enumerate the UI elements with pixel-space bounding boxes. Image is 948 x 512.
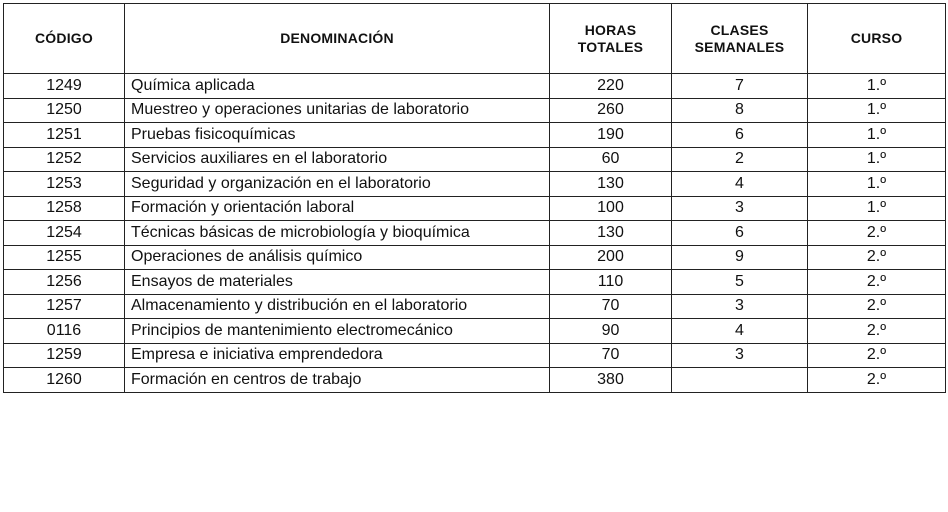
- cell-denominacion: Muestreo y operaciones unitarias de laboratorio: [125, 98, 550, 123]
- cell-horas: 70: [550, 294, 672, 319]
- table-row: [4, 221, 946, 246]
- cell-horas: 60: [550, 147, 672, 172]
- cell-clases: 6: [672, 123, 808, 148]
- cell-codigo: 1258: [4, 196, 125, 221]
- table-row: [4, 123, 946, 148]
- header-codigo-label: CÓDIGO: [35, 30, 93, 46]
- header-curso: [808, 4, 946, 74]
- header-row: [4, 4, 946, 74]
- cell-clases: 4: [672, 319, 808, 344]
- cell-clases: 9: [672, 245, 808, 270]
- modules-table: [3, 3, 946, 393]
- cell-curso: 2.º: [808, 270, 946, 295]
- cell-denominacion: Principios de mantenimiento electromecánico: [125, 319, 550, 344]
- cell-curso: 1.º: [808, 172, 946, 197]
- cell-clases: 2: [672, 147, 808, 172]
- table-row: [4, 147, 946, 172]
- cell-codigo: 1260: [4, 368, 125, 393]
- header-horas-line2: TOTALES: [577, 38, 644, 55]
- table-row: [4, 343, 946, 368]
- table-row: [4, 294, 946, 319]
- cell-curso: 1.º: [808, 123, 946, 148]
- cell-horas: 200: [550, 245, 672, 270]
- cell-codigo: 1249: [4, 74, 125, 99]
- cell-curso: 2.º: [808, 245, 946, 270]
- header-clases-line1: CLASES: [710, 21, 769, 38]
- cell-horas: 190: [550, 123, 672, 148]
- table-row: [4, 368, 946, 393]
- table-row: [4, 74, 946, 99]
- cell-curso: 2.º: [808, 221, 946, 246]
- cell-codigo: 1255: [4, 245, 125, 270]
- cell-horas: 90: [550, 319, 672, 344]
- cell-clases: 7: [672, 74, 808, 99]
- cell-horas: 260: [550, 98, 672, 123]
- cell-curso: 1.º: [808, 74, 946, 99]
- cell-denominacion: Servicios auxiliares en el laboratorio: [125, 147, 550, 172]
- cell-denominacion: Operaciones de análisis químico: [125, 245, 550, 270]
- cell-codigo: 1254: [4, 221, 125, 246]
- header-clases-line2: SEMANALES: [694, 38, 785, 55]
- cell-horas: 380: [550, 368, 672, 393]
- cell-curso: 1.º: [808, 98, 946, 123]
- table-row: [4, 270, 946, 295]
- header-horas-line1: HORAS: [584, 21, 637, 38]
- cell-denominacion: Almacenamiento y distribución en el laboratorio: [125, 294, 550, 319]
- table-body: [4, 74, 946, 393]
- cell-codigo: 1257: [4, 294, 125, 319]
- cell-codigo: 1253: [4, 172, 125, 197]
- cell-horas: 110: [550, 270, 672, 295]
- cell-clases: 6: [672, 221, 808, 246]
- cell-denominacion: Ensayos de materiales: [125, 270, 550, 295]
- cell-codigo: 1256: [4, 270, 125, 295]
- cell-curso: 2.º: [808, 368, 946, 393]
- cell-horas: 70: [550, 343, 672, 368]
- cell-horas: 130: [550, 172, 672, 197]
- cell-codigo: 1251: [4, 123, 125, 148]
- cell-denominacion: Seguridad y organización en el laboratorio: [125, 172, 550, 197]
- header-denominacion: [125, 4, 550, 74]
- table-row: [4, 319, 946, 344]
- cell-clases: 3: [672, 343, 808, 368]
- cell-codigo: 1252: [4, 147, 125, 172]
- cell-curso: 1.º: [808, 196, 946, 221]
- table-header: [4, 4, 946, 74]
- cell-denominacion: Empresa e iniciativa emprendedora: [125, 343, 550, 368]
- cell-codigo: 1259: [4, 343, 125, 368]
- cell-clases: 5: [672, 270, 808, 295]
- cell-codigo: 1250: [4, 98, 125, 123]
- cell-curso: 2.º: [808, 319, 946, 344]
- header-codigo: [4, 4, 125, 74]
- header-horas-totales: [550, 4, 672, 74]
- cell-clases: 3: [672, 294, 808, 319]
- table-row: [4, 98, 946, 123]
- cell-codigo: 0116: [4, 319, 125, 344]
- cell-clases: 4: [672, 172, 808, 197]
- table-row: [4, 245, 946, 270]
- cell-curso: 1.º: [808, 147, 946, 172]
- cell-clases: 3: [672, 196, 808, 221]
- cell-denominacion: Formación en centros de trabajo: [125, 368, 550, 393]
- cell-clases: 8: [672, 98, 808, 123]
- header-denominacion-label: DENOMINACIÓN: [280, 30, 394, 46]
- cell-denominacion: Formación y orientación laboral: [125, 196, 550, 221]
- header-curso-label: CURSO: [850, 30, 903, 46]
- cell-horas: 220: [550, 74, 672, 99]
- cell-horas: 130: [550, 221, 672, 246]
- cell-denominacion: Técnicas básicas de microbiología y bioquímica: [125, 221, 550, 246]
- cell-curso: 2.º: [808, 294, 946, 319]
- cell-horas: 100: [550, 196, 672, 221]
- table-row: [4, 196, 946, 221]
- cell-curso: 2.º: [808, 343, 946, 368]
- cell-clases: [672, 368, 808, 393]
- cell-denominacion: Química aplicada: [125, 74, 550, 99]
- cell-denominacion: Pruebas fisicoquímicas: [125, 123, 550, 148]
- table-row: [4, 172, 946, 197]
- header-clases-semanales: [672, 4, 808, 74]
